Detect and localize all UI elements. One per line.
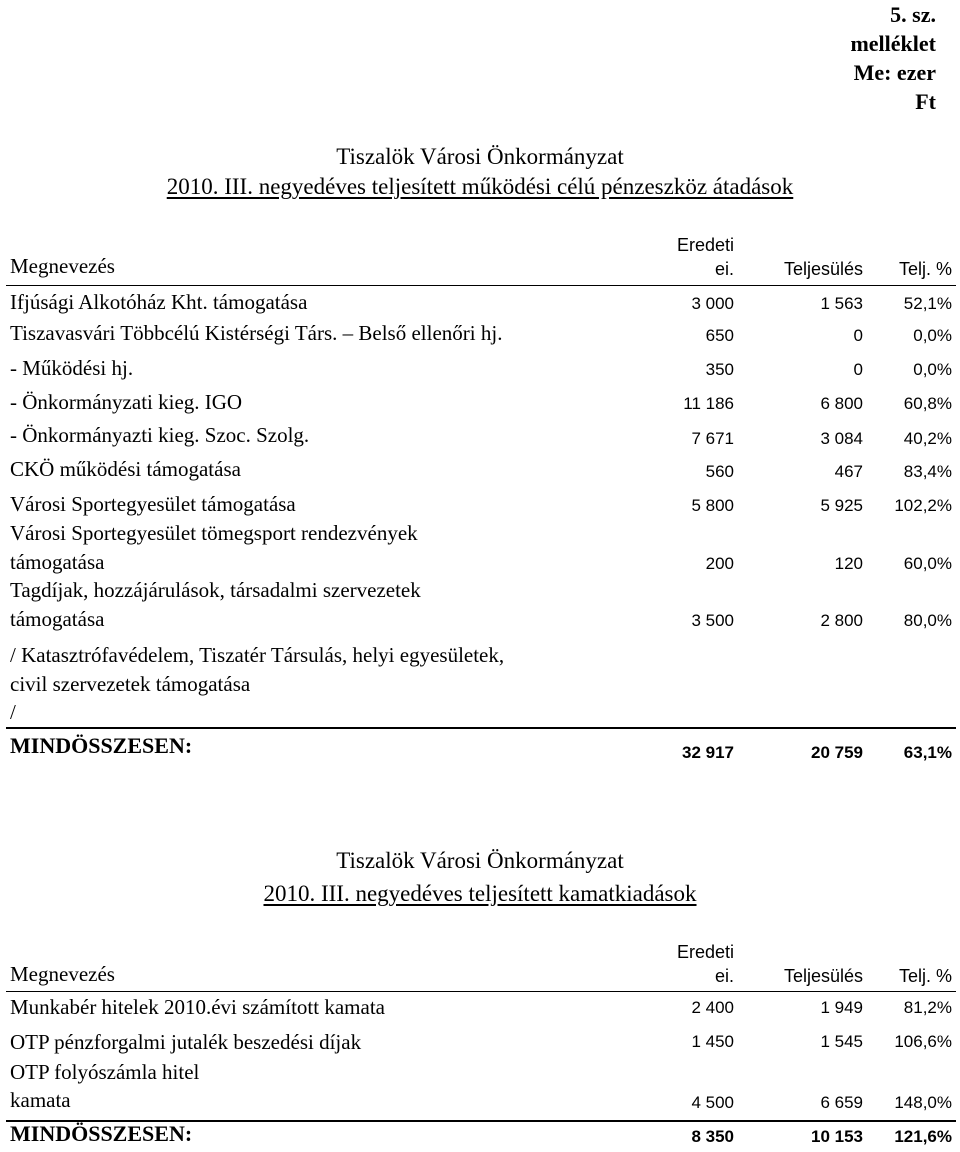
table-row-name-line1: / Katasztrófavédelem, Tiszatér Társulás, helyi egyesületek, bbox=[10, 643, 505, 667]
table-row-teljesules: 1 545 bbox=[820, 1032, 863, 1051]
table-row-pct: 0,0% bbox=[913, 326, 952, 345]
table-row-name: OTP pénzforgalmi jutalék beszedési díjak bbox=[10, 1030, 362, 1054]
table-row-eredeti: 3 000 bbox=[691, 294, 734, 313]
table-row-teljesules: 1 563 bbox=[820, 294, 863, 313]
table-row-eredeti: 3 500 bbox=[691, 611, 734, 630]
total-eredeti: 32 917 bbox=[682, 743, 734, 762]
col-header-name: Megnevezés bbox=[10, 254, 115, 278]
col-header-eredeti-line1: Eredeti bbox=[676, 942, 734, 962]
total-pct: 121,6% bbox=[894, 1127, 952, 1146]
table-row-name-line3: / bbox=[10, 700, 16, 724]
table-row-eredeti: 2 400 bbox=[691, 998, 734, 1017]
total-teljesules: 10 153 bbox=[811, 1127, 863, 1146]
col-header-telj-pct: Telj. % bbox=[898, 966, 952, 986]
table-row-eredeti: 11 186 bbox=[683, 394, 734, 413]
table-row-pct: 0,0% bbox=[913, 360, 952, 379]
section1-title: 2010. III. negyedéves teljesített működési célú pénzeszköz átadások bbox=[166, 174, 794, 199]
table-row-pct: 102,2% bbox=[894, 496, 952, 515]
table-row-name: Munkabér hitelek 2010.évi számított kamata bbox=[10, 995, 385, 1019]
col-header-telj-pct: Telj. % bbox=[898, 259, 952, 279]
annex-number: 5. sz. bbox=[890, 2, 936, 27]
table-row-name: Ifjúsági Alkotóház Kht. támogatása bbox=[10, 290, 308, 314]
table-row-teljesules: 0 bbox=[853, 360, 863, 379]
col-header-eredeti bbox=[677, 233, 734, 281]
table-row-teljesules: 467 bbox=[834, 462, 863, 481]
table-row-name-line1: Városi Sportegyesület tömegsport rendezvények bbox=[10, 521, 418, 545]
col-header-teljesules: Teljesülés bbox=[783, 966, 863, 986]
table-row-name-line2: támogatása bbox=[10, 607, 105, 631]
table-row-name-line2: civil szervezetek támogatása bbox=[10, 672, 251, 696]
table-row-pct: 40,2% bbox=[903, 429, 952, 448]
total-eredeti: 8 350 bbox=[691, 1127, 734, 1146]
unit-label: Me: ezer bbox=[853, 60, 936, 85]
table-row-teljesules: 6 800 bbox=[820, 394, 863, 413]
table-row-eredeti: 560 bbox=[705, 462, 734, 481]
section1-title-org: Tiszalök Városi Önkormányzat bbox=[336, 144, 624, 169]
table-row-name-line2: támogatása bbox=[10, 550, 105, 574]
table-row-pct: 80,0% bbox=[903, 611, 952, 630]
table-row-teljesules: 1 949 bbox=[820, 998, 863, 1017]
col-header-eredeti-line2: ei. bbox=[714, 966, 734, 986]
header-divider bbox=[6, 991, 956, 992]
table-row-name: - Önkormányazti kieg. Szoc. Szolg. bbox=[10, 423, 310, 447]
table-row-pct: 81,2% bbox=[903, 998, 952, 1017]
table-row-eredeti: 7 671 bbox=[691, 429, 734, 448]
table-row-name: - Önkormányzati kieg. IGO bbox=[10, 390, 243, 414]
total-divider bbox=[6, 727, 956, 729]
table-row-teljesules: 5 925 bbox=[820, 496, 863, 515]
table-row-eredeti: 4 500 bbox=[691, 1093, 734, 1112]
table-row-pct: 60,8% bbox=[903, 394, 952, 413]
table-row-eredeti: 650 bbox=[705, 326, 734, 345]
table-row-pct: 83,4% bbox=[903, 462, 952, 481]
col-header-eredeti bbox=[677, 940, 734, 988]
unit-currency: Ft bbox=[915, 89, 936, 114]
table-row-name: CKÖ működési támogatása bbox=[10, 457, 241, 481]
table-row-name: Városi Sportegyesület támogatása bbox=[10, 492, 296, 516]
table-row-pct: 52,1% bbox=[903, 294, 952, 313]
col-header-eredeti-line1: Eredeti bbox=[676, 235, 734, 255]
table-row-eredeti: 350 bbox=[705, 360, 734, 379]
table-row-name-line1: OTP folyószámla hitel bbox=[10, 1060, 200, 1084]
table-row-name: Tiszavasvári Többcélú Kistérségi Társ. – Belső ellenőri hj. bbox=[10, 321, 503, 345]
table-row-eredeti: 5 800 bbox=[691, 496, 734, 515]
table-row-eredeti: 1 450 bbox=[691, 1032, 734, 1051]
table-row-name-line2: kamata bbox=[10, 1088, 71, 1112]
table-row-teljesules: 120 bbox=[834, 554, 863, 573]
table-row-teljesules: 6 659 bbox=[820, 1093, 863, 1112]
table-row-pct: 60,0% bbox=[903, 554, 952, 573]
section2-title: 2010. III. negyedéves teljesített kamatkiadások bbox=[263, 881, 697, 906]
table-row-name: - Működési hj. bbox=[10, 356, 134, 380]
section2-title-org: Tiszalök Városi Önkormányzat bbox=[336, 848, 624, 873]
col-header-eredeti-line2: ei. bbox=[714, 259, 734, 279]
table-row-teljesules: 3 084 bbox=[820, 429, 863, 448]
header-divider bbox=[6, 285, 956, 286]
col-header-teljesules: Teljesülés bbox=[783, 259, 863, 279]
table-row-teljesules: 2 800 bbox=[820, 611, 863, 630]
total-label: MINDÖSSZESEN: bbox=[10, 1121, 193, 1146]
annex-header bbox=[850, 0, 936, 116]
total-pct: 63,1% bbox=[903, 743, 952, 762]
total-teljesules: 20 759 bbox=[811, 743, 863, 762]
col-header-name: Megnevezés bbox=[10, 962, 115, 986]
total-label: MINDÖSSZESEN: bbox=[10, 733, 193, 758]
table-row-teljesules: 0 bbox=[853, 326, 863, 345]
table-row-name-line1: Tagdíjak, hozzájárulások, társadalmi szervezetek bbox=[10, 578, 421, 602]
table-row-eredeti: 200 bbox=[705, 554, 734, 573]
annex-label: melléklet bbox=[850, 31, 936, 56]
table-row-pct: 106,6% bbox=[894, 1032, 952, 1051]
table-row-pct: 148,0% bbox=[894, 1093, 952, 1112]
